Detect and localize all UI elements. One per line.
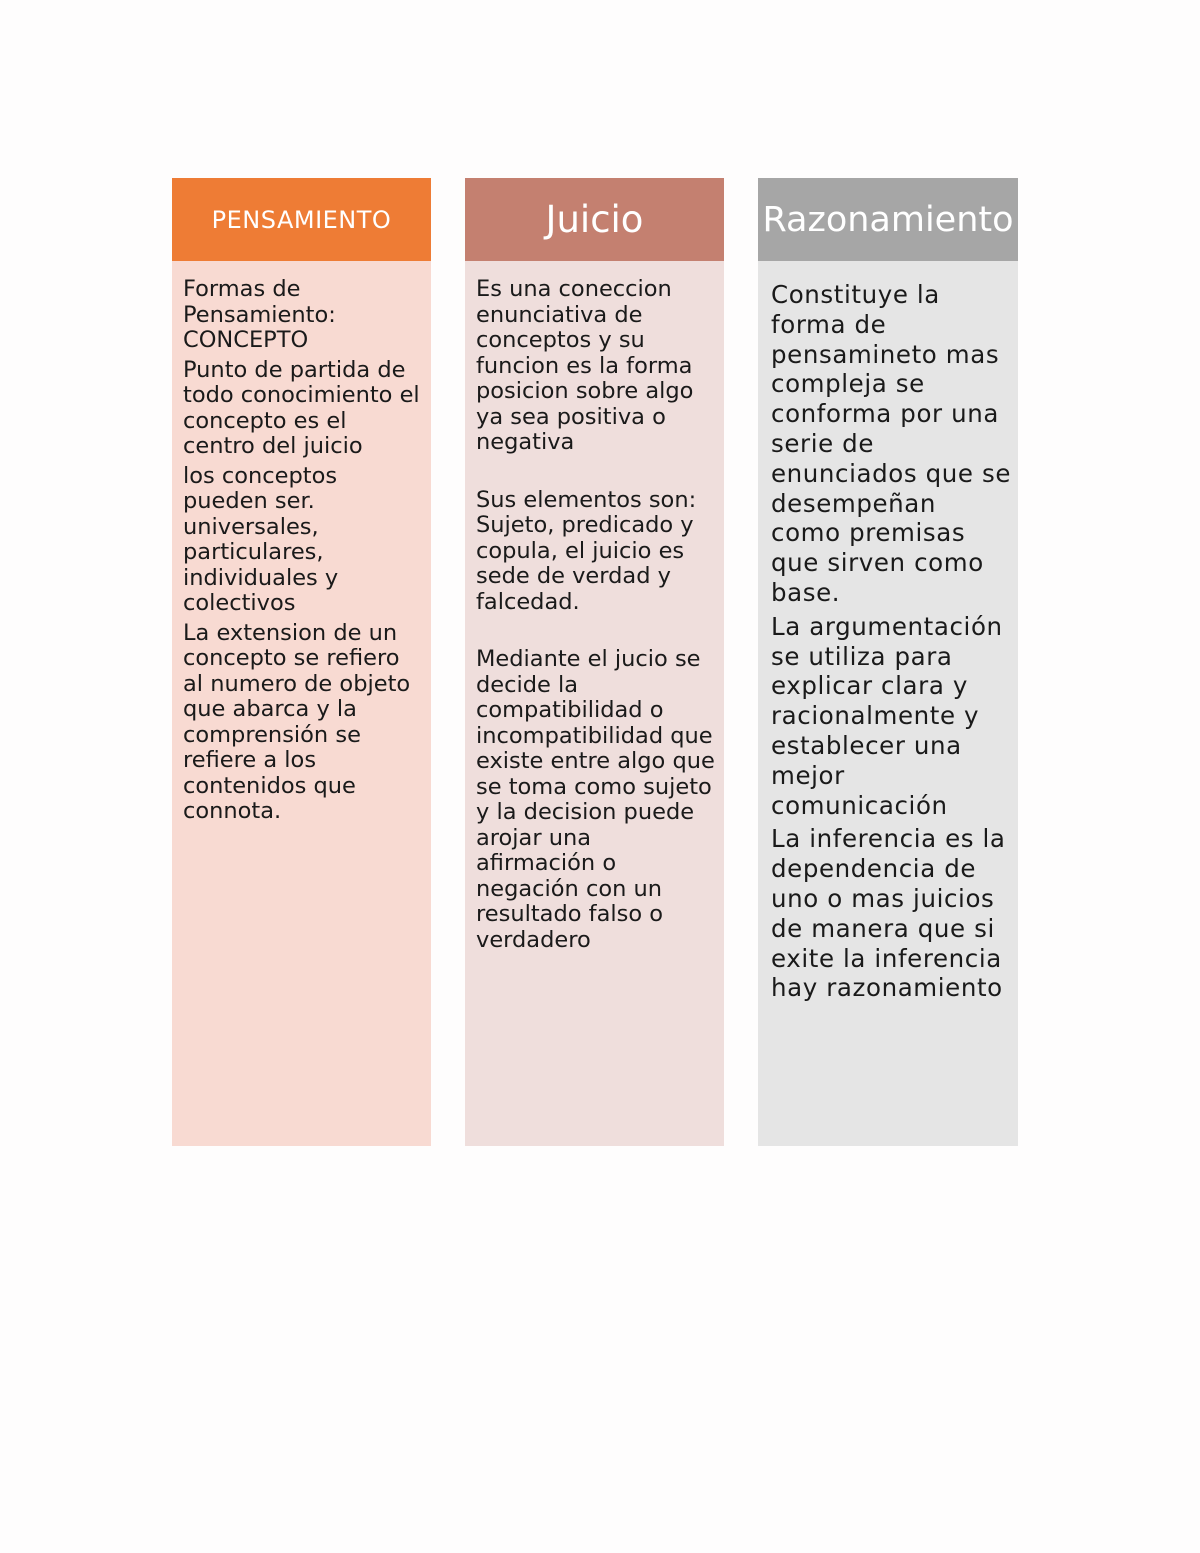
paragraph: La extension de un concepto se refiero al numero de objeto que abarca y la comprensión se refiere a los contenidos que connota.: [183, 619, 411, 824]
column-header: [465, 178, 724, 261]
column-title: Juicio: [545, 198, 644, 241]
paragraph: Mediante el jucio se decide la compatibilidad o incompatibilidad que existe entre algo que se toma como sujeto y la decision puede arojar una afirmación o negación con un resultado falso o verdadero: [476, 646, 715, 953]
paragraph: Constituye la forma de pensamineto mas compleja se conforma por una serie de enunciados que se desempeñan como premisas que sirven como base.: [771, 280, 1012, 607]
column-header: [172, 178, 431, 261]
paragraph: los conceptos pueden ser. universales, particulares, individuales y colectivos: [183, 462, 339, 616]
column-title: PENSAMIENTO: [211, 205, 392, 234]
column-body: [172, 261, 431, 825]
paragraph: Formas de Pensamiento: CONCEPTO: [183, 276, 336, 353]
paragraph: La inferencia es la dependencia de uno o mas juicios de manera que si exite la inferencia hay razonamiento: [771, 824, 1006, 1003]
column-title: Razonamiento: [762, 199, 1014, 240]
column-razonamiento: [758, 178, 1018, 1146]
paragraph: Es una coneccion enunciativa de conceptos y su funcion es la forma posicion sobre algo ya sea positiva o negativa: [476, 276, 694, 455]
column-body: [758, 261, 1018, 1003]
paragraph: La argumentación se utiliza para explicar clara y racionalmente y establecer una mejor comunicación: [771, 611, 1003, 820]
column-juicio: [465, 178, 724, 1146]
paragraph: Sus elementos son: Sujeto, predicado y copula, el juicio es sede de verdad y falcedad.: [476, 486, 697, 615]
column-pensamiento: [172, 178, 431, 1146]
paragraph: Punto de partida de todo conocimiento el concepto es el centro del juicio: [183, 356, 420, 459]
column-header: [758, 178, 1018, 261]
column-body: [465, 261, 724, 953]
